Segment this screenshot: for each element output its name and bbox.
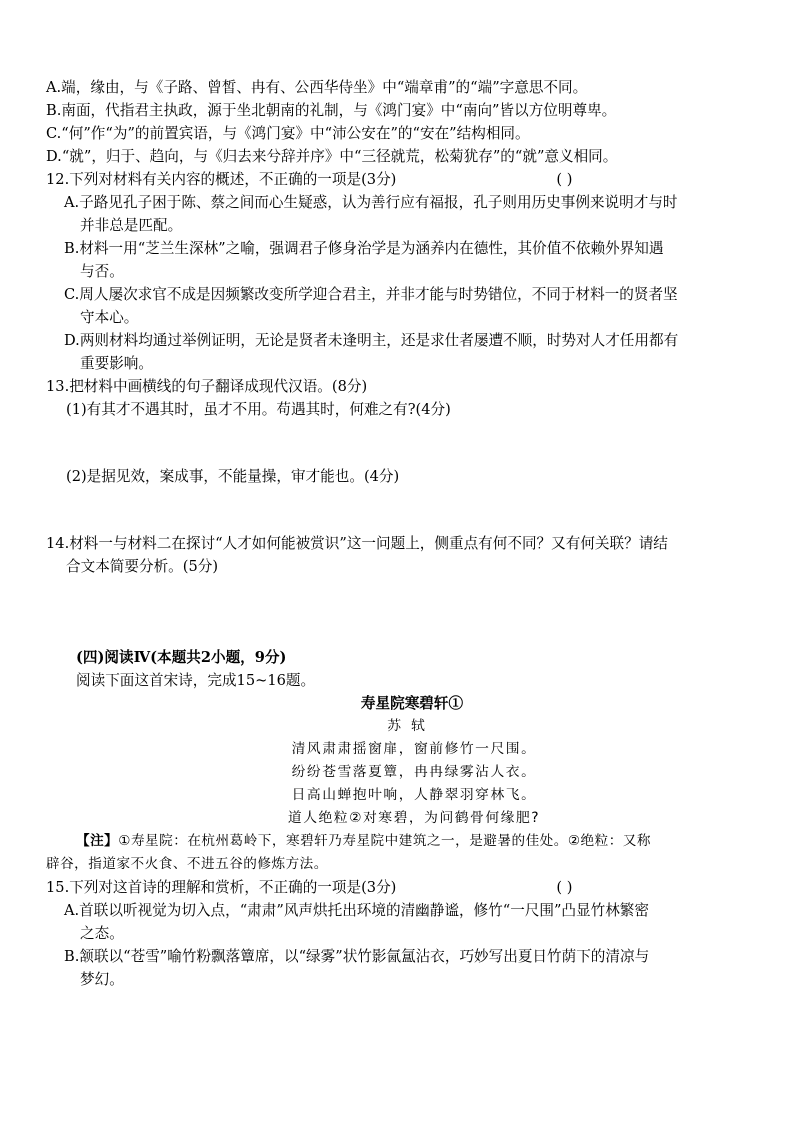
q12-option-d: D.两则材料均通过举例证明，无论是贤者未逢明主，还是求仕者屡遭不顺，时势对人才任用都有 (64, 332, 679, 349)
q14-line-1: 14.材料一与材料二在探讨“人才如何能被赏识”这一问题上，侧重点有何不同？又有何关联？请结 (46, 535, 668, 552)
q11-option-b: B.南面，代指君主执政，源于坐北朝南的礼制，与《鸿门宴》中“南向”皆以方位明尊卑。 (46, 102, 617, 119)
poem-author: 苏轼 (387, 718, 435, 734)
q12-option-b-cont: 与否。 (80, 263, 124, 280)
note-text-1: ①寿星院：在杭州葛岭下，寒碧轩乃寿星院中建筑之一，是避暑的佳处。②绝粒：又称 (118, 833, 652, 849)
poem-line-3: 日高山蝉抱叶响，人静翠羽穿林飞。 (291, 787, 537, 803)
q15-answer-paren: ( ) (556, 879, 573, 896)
q15-stem-text: 15.下列对这首诗的理解和赏析，不正确的一项是(3分) (46, 879, 397, 896)
q12-option-c-cont: 守本心。 (80, 309, 139, 326)
q11-option-c: C.“何”作“为”的前置宾语，与《鸿门宴》中“沛公安在”的“安在”结构相同。 (46, 125, 530, 142)
section-4-intro: 阅读下面这首宋诗，完成15~16题。 (76, 672, 316, 689)
q12-option-b: B.材料一用“芝兰生深林”之喻，强调君子修身治学是为涵养内在德性，其价值不依赖外界知遇 (64, 240, 664, 257)
q14-line-2: 合文本简要分析。(5分) (66, 558, 219, 575)
q11-option-a: A.端，缘由，与《子路、曾皙、冉有、公西华侍坐》中“端章甫”的“端”字意思不同。 (46, 79, 588, 96)
q12-option-a: A.子路见孔子困于陈、蔡之间而心生疑惑，认为善行应有福报，孔子则用历史事例来说明才与时 (64, 194, 678, 211)
q15-stem (46, 876, 758, 899)
q12-option-a-cont: 并非总是匹配。 (80, 217, 183, 234)
q15-option-b-cont: 梦幻。 (80, 971, 124, 988)
q13-sentence-1: (1)有其才不遇其时，虽才不用。苟遇其时，何难之有?(4分) (66, 401, 451, 418)
q15-option-b: B.颔联以“苍雪”喻竹粉飘落簟席，以“绿雾”状竹影氤氲沾衣，巧妙写出夏日竹荫下的清凉与 (64, 948, 650, 965)
section-4-heading: (四)阅读Ⅳ(本题共2小题，9分) (76, 649, 287, 666)
q15-option-a-cont: 之态。 (80, 925, 124, 942)
answer-space-q13-2 (46, 488, 758, 532)
q12-answer-paren: ( ) (556, 171, 573, 188)
q12-option-c: C.周人屡次求官不成是因频繁改变所学迎合君主，并非才能与时势错位，不同于材料一的贤者坚 (64, 286, 678, 303)
answer-space-q14 (46, 578, 758, 646)
q12-stem (46, 168, 758, 191)
q12-stem-text: 12.下列对材料有关内容的概述，不正确的一项是(3分) (46, 171, 397, 188)
poem-line-4: 道人绝粒②对寒碧，为问鹤骨何缘肥? (287, 810, 541, 826)
q15-option-a: A.首联以听视觉为切入点，“肃肃”风声烘托出环境的清幽静谧，修竹“一尺围”凸显竹林繁密 (64, 902, 649, 919)
poem-line-1: 清风肃肃摇窗扉，窗前修竹一尺围。 (291, 741, 537, 757)
exam-page (46, 76, 758, 991)
poem-title: 寿星院寒碧轩① (360, 695, 464, 712)
note-label: 【注】 (76, 833, 119, 849)
poem-line-2: 纷纷苍雪落夏簟，冉冉绿雾沾人衣。 (291, 764, 537, 780)
note-text-2: 辟谷，指道家不火食、不进五谷的修炼方法。 (46, 856, 328, 872)
q12-option-d-cont: 重要影响。 (80, 355, 153, 372)
q13-sentence-2: (2)是据见效，案成事，不能量操，审才能也。(4分) (66, 468, 400, 485)
q13-stem: 13.把材料中画横线的句子翻译成现代汉语。(8分) (46, 378, 368, 395)
poem-note (46, 830, 758, 853)
q11-option-d: D.“就”，归于、趋向，与《归去来兮辞并序》中“三径就荒，松菊犹存”的“就”意义相同。 (46, 148, 618, 165)
answer-space-q13-1 (46, 421, 758, 465)
